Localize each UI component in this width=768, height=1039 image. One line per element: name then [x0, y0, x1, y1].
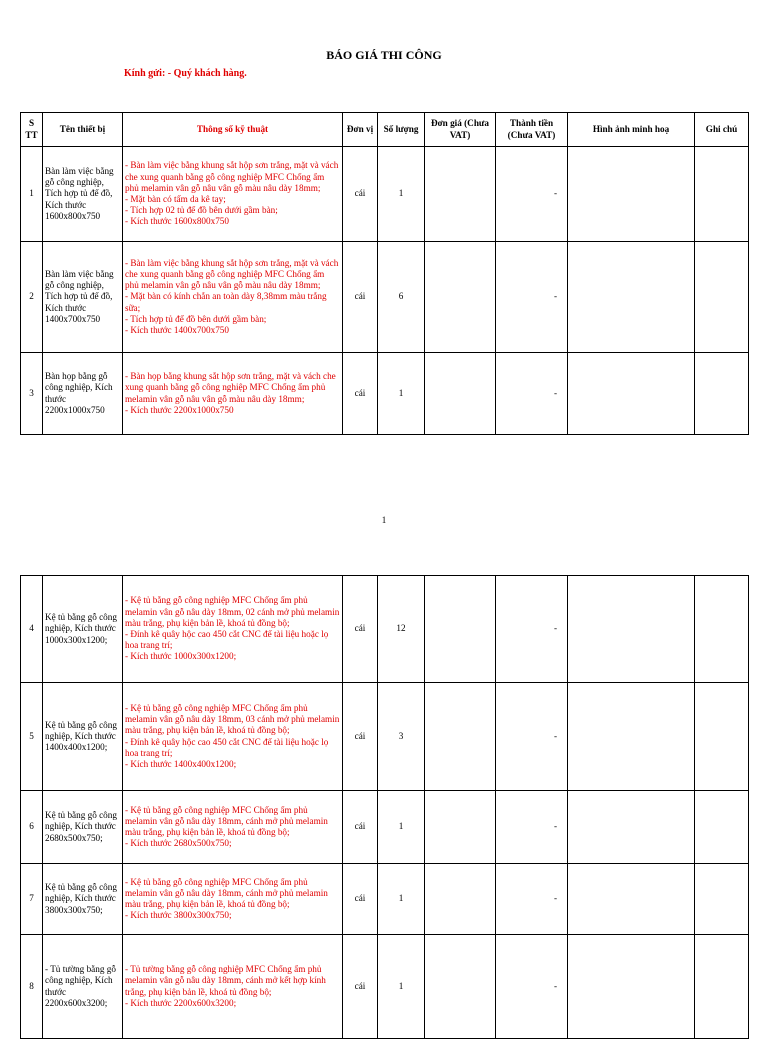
spec-line: - Mặt bàn có kính chắn an toàn dày 8,38mm màu trắng sữa;: [125, 291, 327, 313]
spec-line: - Bàn họp bằng khung sắt hộp sơn trắng, mặt và vách che xung quanh bằng gỗ công nghiệp MFC Chống ẩm phủ melamin vân gỗ nâu vân gỗ màu nâu dày 18mm;: [125, 371, 336, 404]
spec-line: - Kích thước 1400x700x750: [125, 325, 229, 335]
row-unit: cái: [343, 864, 378, 935]
row-note: [695, 576, 749, 683]
row-price: [425, 791, 496, 864]
spec-line: - Kích thước 3800x300x750;: [125, 910, 232, 921]
row-spec: [123, 147, 343, 242]
quote-table-page-1: [20, 112, 749, 435]
spec-line: - Bàn làm việc bằng khung sắt hộp sơn trắng, mặt và vách che xung quanh bằng gỗ công nghiệp MFC Chống ẩm phủ melamin vân gỗ nâu vân gỗ màu nâu dày 18mm;: [125, 257, 339, 291]
row-image: [568, 242, 695, 353]
spec-line: - Kích thước 2200x1000x750: [125, 404, 234, 415]
row-stt: 6: [21, 791, 43, 864]
row-unit: cái: [343, 242, 378, 353]
row-unit: cái: [343, 353, 378, 435]
header-total: Thành tiền (Chưa VAT): [496, 113, 568, 147]
table-row: [21, 683, 749, 791]
row-qty: 6: [378, 242, 425, 353]
row-image: [568, 791, 695, 864]
row-image: [568, 864, 695, 935]
quote-table-page-2: [20, 575, 749, 1039]
table-row: [21, 353, 749, 435]
spec-line: - Kích thước 2200x600x3200;: [125, 997, 237, 1008]
row-name: Bàn làm việc bằng gỗ công nghiệp, Tích hợp tủ để đồ, Kích thước 1600x800x750: [43, 147, 123, 242]
row-spec: [123, 353, 343, 435]
spec-line: - Tích hợp 02 tủ để đồ bên dưới gầm bàn;: [125, 205, 278, 216]
row-image: [568, 353, 695, 435]
table-row: [21, 791, 749, 864]
table-header-row: [21, 113, 749, 147]
row-unit: cái: [343, 935, 378, 1039]
spec-line: - Mặt bàn có tấm da kê tay;: [125, 194, 226, 204]
page-number: 1: [381, 515, 387, 525]
row-unit: cái: [343, 683, 378, 791]
row-price: [425, 576, 496, 683]
row-note: [695, 242, 749, 353]
row-price: [425, 683, 496, 791]
row-qty: 1: [378, 791, 425, 864]
row-qty: 1: [378, 935, 425, 1039]
row-image: [568, 147, 695, 242]
row-total: -: [496, 864, 568, 935]
row-spec: [123, 935, 343, 1039]
row-spec: [123, 791, 343, 864]
row-image: [568, 935, 695, 1039]
row-unit: cái: [343, 147, 378, 242]
row-name: Kệ tủ bằng gỗ công nghiệp, Kích thước 2680x500x750;: [43, 791, 123, 864]
row-price: [425, 353, 496, 435]
row-total: -: [496, 935, 568, 1039]
row-stt: 3: [21, 353, 43, 435]
header-qty: Số lượng: [378, 113, 425, 147]
row-total: -: [496, 576, 568, 683]
row-total: -: [496, 683, 568, 791]
row-qty: 1: [378, 147, 425, 242]
row-name: Bàn làm việc bằng gỗ công nghiệp, Tích hợp tủ để đồ, Kích thước 1400x700x750: [43, 242, 123, 353]
row-stt: 7: [21, 864, 43, 935]
header-image: Hình ảnh minh hoạ: [568, 113, 695, 147]
spec-line: - Kích thước 1600x800x750: [125, 216, 229, 227]
spec-line: - Kích thước 1400x400x1200;: [125, 758, 237, 769]
header-unit: Đơn vị: [343, 113, 378, 147]
spec-line: - Kệ tủ bằng gỗ công nghiệp MFC Chống ẩm phủ melamin vân gỗ nâu dày 18mm, cánh mở phủ melamin màu trắng, phụ kiện bản lề, khoá tủ đồng bộ;: [125, 876, 328, 909]
row-stt: 1: [21, 147, 43, 242]
spec-line: - Đính kê quây hộc cao 450 cắt CNC để tài liệu hoặc lọ hoa trang trí;: [125, 629, 329, 651]
row-unit: cái: [343, 576, 378, 683]
row-total: -: [496, 242, 568, 353]
row-name: Kệ tủ bằng gỗ công nghiệp, Kích thước 3800x300x750;: [43, 864, 123, 935]
row-unit: cái: [343, 791, 378, 864]
header-stt: S TT: [21, 113, 43, 147]
row-price: [425, 864, 496, 935]
spec-line: - Bàn làm việc bằng khung sắt hộp sơn trắng, mặt và vách che xung quanh bằng gỗ công nghiệp MFC Chống ẩm phủ melamin vân gỗ nâu vân gỗ màu nâu dày 18mm;: [125, 160, 339, 193]
row-image: [568, 576, 695, 683]
row-stt: 2: [21, 242, 43, 353]
header-note: Ghi chú: [695, 113, 749, 147]
row-name: Bàn họp bằng gỗ công nghiệp, Kích thước 2200x1000x750: [43, 353, 123, 435]
header-spec: Thông số kỹ thuật: [123, 113, 343, 147]
document-title: BÁO GIÁ THI CÔNG: [326, 48, 442, 62]
row-note: [695, 353, 749, 435]
row-spec: [123, 576, 343, 683]
row-spec: [123, 683, 343, 791]
row-spec: [123, 242, 343, 353]
spec-line: - Kích thước 1000x300x1200;: [125, 651, 237, 662]
row-image: [568, 683, 695, 791]
row-qty: 1: [378, 864, 425, 935]
spec-line: - Đính kê quây hộc cao 450 cắt CNC để tài liệu hoặc lọ hoa trang trí;: [125, 736, 329, 758]
row-name: Kệ tủ bằng gỗ công nghiệp, Kích thước 1000x300x1200;: [43, 576, 123, 683]
spec-line: - Kệ tủ bằng gỗ công nghiệp MFC Chống ẩm phủ melamin vân gỗ nâu dày 18mm, 02 cánh mở phủ melamin màu trắng, phụ kiện bản lề, khoá tủ đồng bộ;: [125, 595, 340, 628]
table-row: [21, 935, 749, 1039]
row-note: [695, 683, 749, 791]
table-row: [21, 242, 749, 353]
row-stt: 4: [21, 576, 43, 683]
row-spec: [123, 864, 343, 935]
row-stt: 8: [21, 935, 43, 1039]
row-qty: 12: [378, 576, 425, 683]
table-row: [21, 147, 749, 242]
row-total: -: [496, 147, 568, 242]
spec-line: - Kệ tủ bằng gỗ công nghiệp MFC Chống ẩm phủ melamin vân gỗ nâu dày 18mm, 03 cánh mở phủ melamin màu trắng, phụ kiện bản lề, khoá tủ đồng bộ;: [125, 702, 340, 736]
spec-line: - Tủ tường bằng gỗ công nghiệp MFC Chống ẩm phủ melamin vân gỗ nâu dày 18mm, cánh mở kết hợp kính trắng, phụ kiện bản lề, khoá tủ đồng bộ;: [125, 964, 326, 997]
greeting-line: Kính gửi: - Quý khách hàng.: [124, 68, 247, 79]
row-total: -: [496, 791, 568, 864]
spec-line: - Kích thước 2680x500x750;: [125, 838, 232, 849]
row-price: [425, 147, 496, 242]
row-price: [425, 242, 496, 353]
table-row: [21, 864, 749, 935]
row-note: [695, 935, 749, 1039]
header-name: Tên thiết bị: [43, 113, 123, 147]
row-note: [695, 147, 749, 242]
row-stt: 5: [21, 683, 43, 791]
spec-line: - Kệ tủ bằng gỗ công nghiệp MFC Chống ẩm phủ melamin vân gỗ nâu dày 18mm, cánh mở phủ melamin màu trắng, phụ kiện bản lề, khoá tủ đồng bộ;: [125, 804, 328, 837]
table-row: [21, 576, 749, 683]
header-price: Đơn giá (Chưa VAT): [425, 113, 496, 147]
row-total: -: [496, 353, 568, 435]
row-note: [695, 864, 749, 935]
row-name: Kệ tủ bằng gỗ công nghiệp, Kích thước 1400x400x1200;: [43, 683, 123, 791]
spec-line: - Tích hợp tủ để đồ bên dưới gầm bàn;: [125, 313, 267, 324]
row-qty: 3: [378, 683, 425, 791]
row-note: [695, 791, 749, 864]
row-name: - Tủ tường bằng gỗ công nghiệp, Kích thước 2200x600x3200;: [43, 935, 123, 1039]
row-price: [425, 935, 496, 1039]
row-qty: 1: [378, 353, 425, 435]
